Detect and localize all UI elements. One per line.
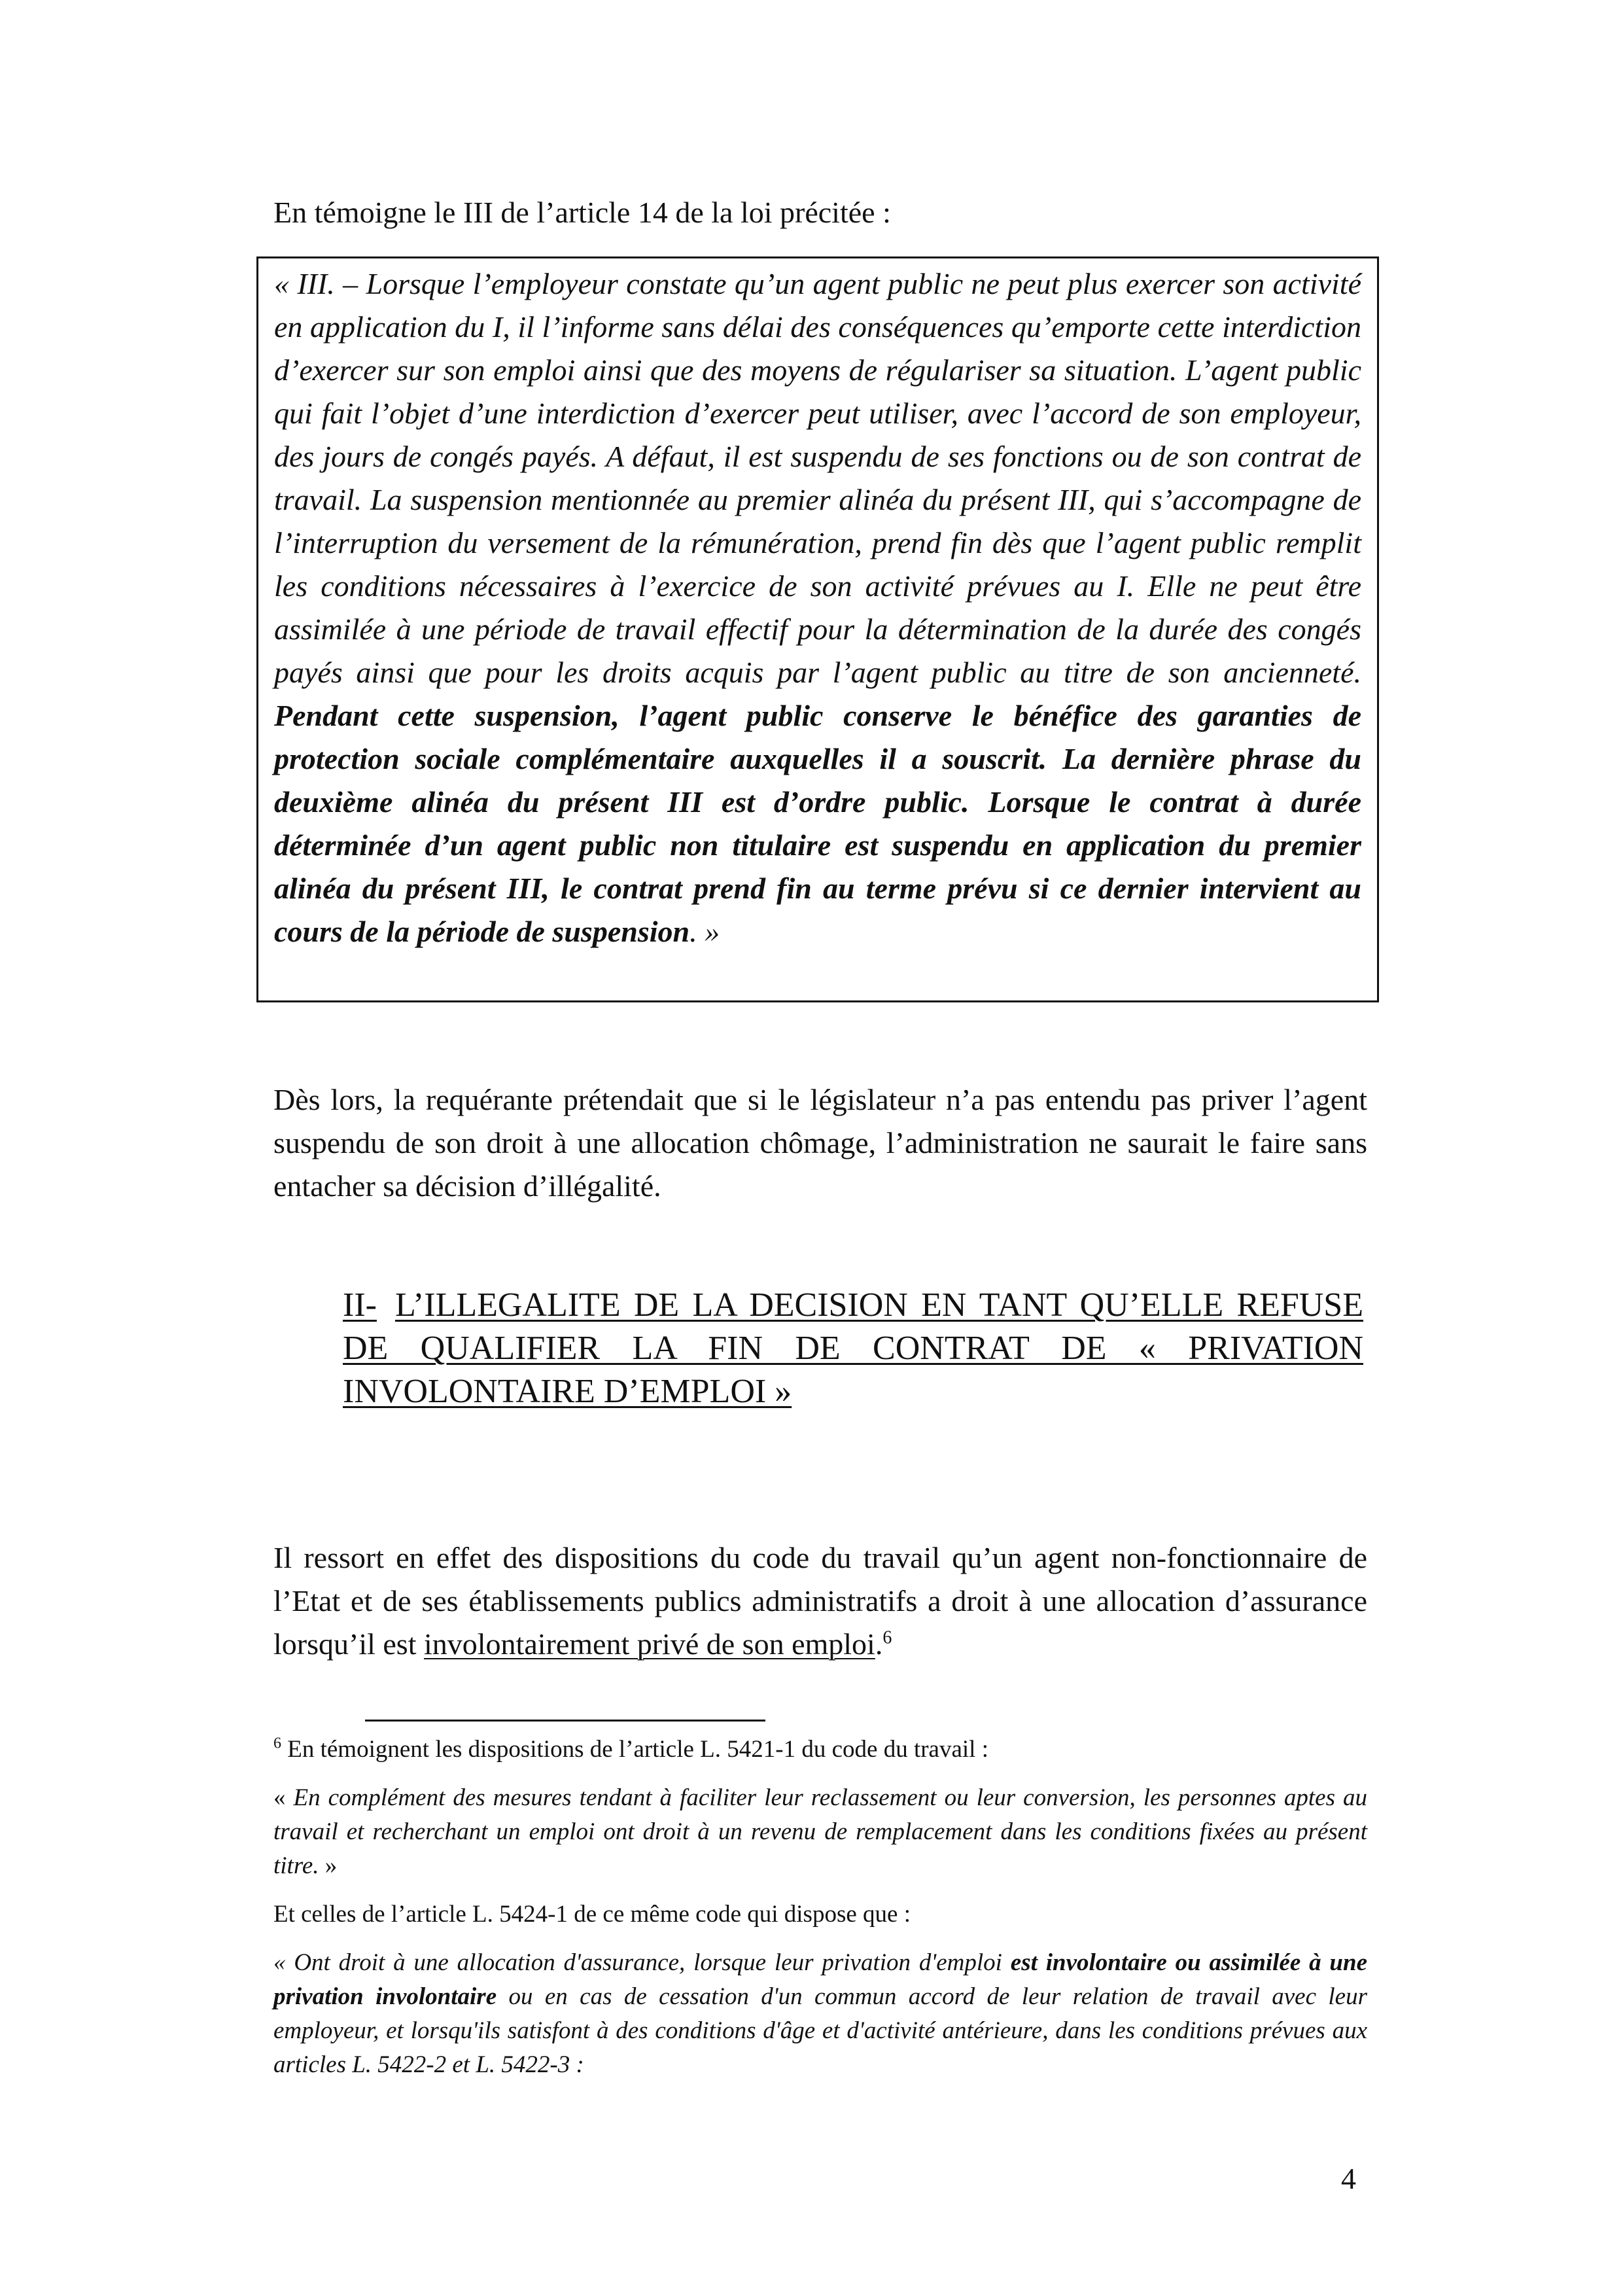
legal-quote-box [256,256,1379,1002]
footnote-line-2: Et celles de l’article L. 5424-1 de ce même code qui dispose que : [273,1901,911,1928]
quote-italic-text: « III. – Lorsque l’employeur constate qu’un agent public ne peut plus exercer son activité en application du I, il l’informe sans délai des conséquences qu’emporte cette interdiction d’exercer sur son emploi ainsi que des moyens de régulariser sa situation. L’agent public qui fait l’objet d’une interdiction d’exercer peut utiliser, avec l’accord de son employeur, des jours de congés payés. A défaut, il est suspendu de ses fonctions ou de son contrat de travail. La suspension mentionnée au premier alinéa du présent III, qui s’accompagne de l’interruption du versement de la rémunération, prend fin dès que l’agent public remplit les conditions nécessaires à l’exercice de son activité prévues au I. Elle ne peut être assimilée à une période de travail effectif pour la détermination de la durée des congés payés ainsi que pour les droits acquis par l’agent public au titre de son ancienneté. [274,267,1361,689]
footnote-quote-2-bold: est involontaire ou assimilée à une privation involontaire [273,1949,1367,2010]
footnote-reference[interactable]: 6 [882,1627,892,1648]
body-underlined-text: involontairement privé de son emploi [423,1627,875,1661]
intro-paragraph: En témoigne le III de l’article 14 de la loi précitée : [273,196,891,229]
quote-closing: . » [689,915,720,948]
footnotes [273,1733,1367,2096]
quote-open: « [273,1784,294,1811]
footnote-marker: 6 [273,1735,281,1752]
footnote-quote-1 [273,1781,1367,1883]
page-number: 4 [1341,2162,1356,2195]
conclusion-paragraph: Dès lors, la requérante prétendait que si le législateur n’a pas entendu pas priver l’agent suspendu de son droit à une allocation chômage, l’administration ne saurait le faire sans entacher sa décision d’illégalité. [273,1083,1367,1203]
section-heading [343,1284,1363,1413]
footnote-quote-2 [273,1946,1367,2082]
body-text-after: . [875,1627,883,1661]
footnote-quote-1-text: En complément des mesures tendant à faciliter leur reclassement ou leur conversion, les personnes aptes au travail et recherchant un emploi ont droit à un revenu de remplacement dans les conditions fixées au présent titre. [273,1784,1367,1879]
footnote-quote-2-a: « Ont droit à une allocation d'assurance, lorsque leur privation d'emploi [273,1949,1011,1976]
section-title: L’ILLEGALITE DE LA DECISION EN TANT QU’ELLE REFUSE DE QUALIFIER LA FIN DE CONTRAT DE « PRIVATION INVOLONTAIRE D’EMPLOI » [343,1286,1363,1410]
footnote-intro: En témoignent les dispositions de l’article L. 5421-1 du code du travail : [281,1736,988,1763]
body-paragraph [273,1536,1367,1666]
footnote-line-1 [273,1733,1367,1767]
footnote-separator [365,1720,765,1722]
quote-close: » [319,1852,338,1879]
quote-text [274,262,1361,953]
section-number: II- [343,1286,377,1324]
body-text-before: Il ressort en effet des dispositions du code du travail qu’un agent non-fonctionnaire de l’Etat et de ses établissements publics administratifs a droit à une allocation d’assurance lorsqu’il est [273,1541,1367,1661]
quote-bold-text: Pendant cette suspension, l’agent public conserve le bénéfice des garanties de protection sociale complémentaire auxquelles il a souscrit. La dernière phrase du deuxième alinéa du présent III est d’ordre public. Lorsque le contrat à durée déterminée d’un agent public non titulaire est suspendu en application du premier alinéa du présent III, le contrat prend fin au terme prévu si ce dernier intervient au cours de la période de suspension [274,699,1361,948]
footnote-quote-2-b: ou en cas de cessation d'un commun accord de leur relation de travail avec leur employeur, et lorsqu'ils satisfont à des conditions d'âge et d'activité antérieure, dans les conditions prévues aux articles L. 5422-2 et L. 5422-3 : [273,1983,1367,2078]
